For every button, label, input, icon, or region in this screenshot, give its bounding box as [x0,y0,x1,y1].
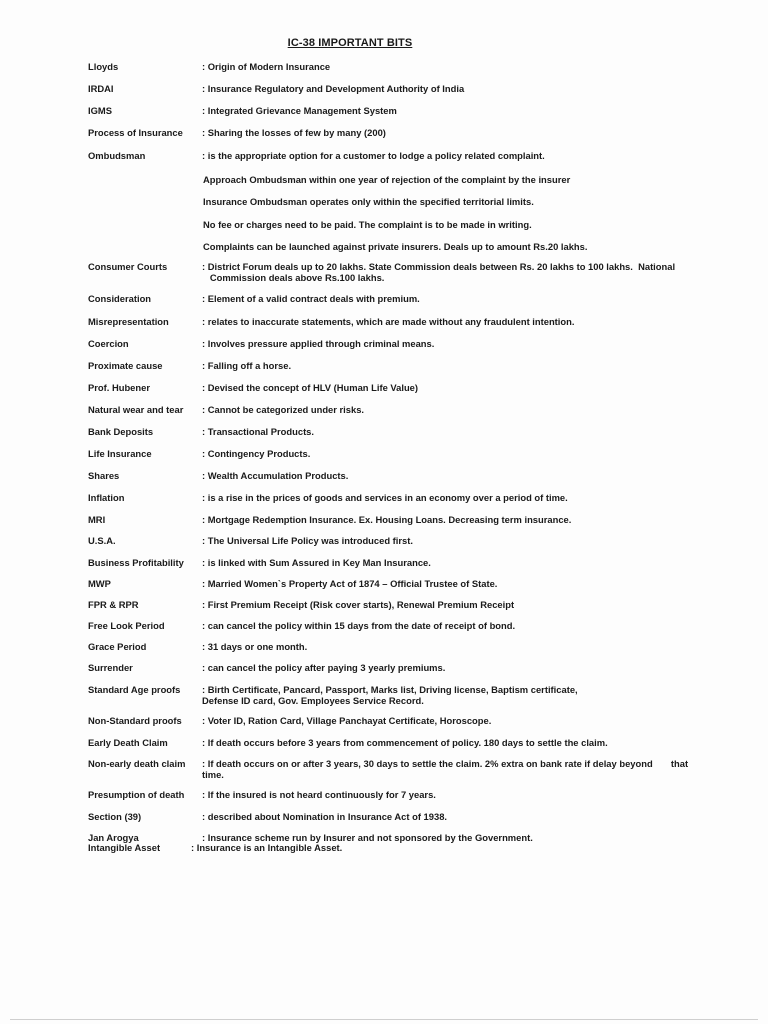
entry-term: MWP [88,578,111,589]
entry-definition: : can cancel the policy after paying 3 yearly premiums. [202,662,446,673]
entry-definition: : relates to inaccurate statements, which are made without any fraudulent intention. [202,316,575,327]
entry-definition: : First Premium Receipt (Risk cover starts), Renewal Premium Receipt [202,599,515,610]
entry-term: U.S.A. [88,535,116,546]
entry-term: Coercion [88,338,129,349]
entry-term: IGMS [88,105,112,116]
entry-term: Jan Arogya [88,832,139,843]
entry-term: Shares [88,470,120,481]
entry-term: Section (39) [88,811,142,822]
entry-term: Presumption of death [88,789,185,800]
entry-definition: : described about Nomination in Insurance Act of 1938. [202,811,448,822]
entry-term: Non-early death claim [88,758,186,769]
ombudsman-note: No fee or charges need to be paid. The complaint is to be made in writing. [203,219,532,230]
entry-definition: : Element of a valid contract deals with premium. [202,293,420,304]
entry-definition: : can cancel the policy within 15 days from the date of receipt of bond. [202,620,516,631]
entry-definition: : is a rise in the prices of goods and services in an economy over a period of time. [202,492,568,503]
entry-term: Lloyds [88,61,119,72]
entry-definition: : Insurance scheme run by Insurer and not sponsored by the Government. [202,832,533,843]
entry-term: Natural wear and tear [88,404,184,415]
entry-definition: : Integrated Grievance Management System [202,105,397,116]
entry-definition: : Birth Certificate, Pancard, Passport, Marks list, Driving license, Baptism certificate, Defense ID card, Gov. Employees Service Record. [202,684,578,706]
entry-definition: : If death occurs on or after 3 years, 30 days to settle the claim. 2% extra on bank rate if delay beyond that time. [202,758,689,780]
entry-term: Consideration [88,293,152,304]
entry-definition: : Sharing the losses of few by many (200) [202,127,386,138]
entry-term: IRDAI [88,83,114,94]
page-bottom-rule [10,1019,758,1020]
ombudsman-note: Approach Ombudsman within one year of rejection of the complaint by the insurer [203,174,571,185]
entry-term: MRI [88,514,106,525]
entry-definition: : If the insured is not heard continuously for 7 years. [202,789,436,800]
entry-definition: : District Forum deals up to 20 lakhs. State Commission deals between Rs. 20 lakhs to 100 lakhs. National Commission deals above Rs.100 lakhs. [202,261,676,283]
entry-definition: : Insurance is an Intangible Asset. [191,842,343,853]
entry-term: Inflation [88,492,125,503]
document-title: IC-38 IMPORTANT BITS [287,37,413,49]
entry-definition: : Transactional Products. [202,426,315,437]
entry-definition: : Involves pressure applied through criminal means. [202,338,435,349]
entry-definition: : Cannot be categorized under risks. [202,404,365,415]
entry-definition: : Married Women`s Property Act of 1874 – Official Trustee of State. [202,578,498,589]
entry-term: Misrepresentation [88,316,169,327]
entry-term: Process of Insurance [88,127,183,138]
entry-term: Proximate cause [88,360,163,371]
entry-definition: : Wealth Accumulation Products. [202,470,349,481]
entry-term: Prof. Hubener [88,382,150,393]
entry-term: Early Death Claim [88,737,168,748]
entry-definition: : is the appropriate option for a customer to lodge a policy related complaint. [202,150,545,161]
entry-definition: : Origin of Modern Insurance [202,61,331,72]
entry-definition: : Devised the concept of HLV (Human Life Value) [202,382,419,393]
entry-term: FPR & RPR [88,599,139,610]
entry-term: Intangible Asset [88,842,161,853]
entry-definition: : Mortgage Redemption Insurance. Ex. Housing Loans. Decreasing term insurance. [202,514,572,525]
entry-term: Bank Deposits [88,426,154,437]
entry-definition: : is linked with Sum Assured in Key Man Insurance. [202,557,431,568]
entry-definition: : 31 days or one month. [202,641,308,652]
entry-definition: : Voter ID, Ration Card, Village Panchayat Certificate, Horoscope. [202,715,492,726]
entry-definition: : The Universal Life Policy was introduced first. [202,535,413,546]
entry-definition: : If death occurs before 3 years from commencement of policy. 180 days to settle the claim. [202,737,608,748]
entry-term: Standard Age proofs [88,684,181,695]
entry-term: Grace Period [88,641,147,652]
entry-definition: : Falling off a horse. [202,360,292,371]
ombudsman-note: Complaints can be launched against private insurers. Deals up to amount Rs.20 lakhs. [203,241,588,252]
entry-term: Non-Standard proofs [88,715,182,726]
entry-definition: : Contingency Products. [202,448,311,459]
entry-term: Business Profitability [88,557,184,568]
ombudsman-note: Insurance Ombudsman operates only within the specified territorial limits. [203,196,534,207]
entry-term: Free Look Period [88,620,165,631]
entry-definition: : Insurance Regulatory and Development Authority of India [202,83,465,94]
entry-term: Surrender [88,662,133,673]
entry-term: Ombudsman [88,150,146,161]
entry-term: Consumer Courts [88,261,168,272]
entry-term: Life Insurance [88,448,152,459]
